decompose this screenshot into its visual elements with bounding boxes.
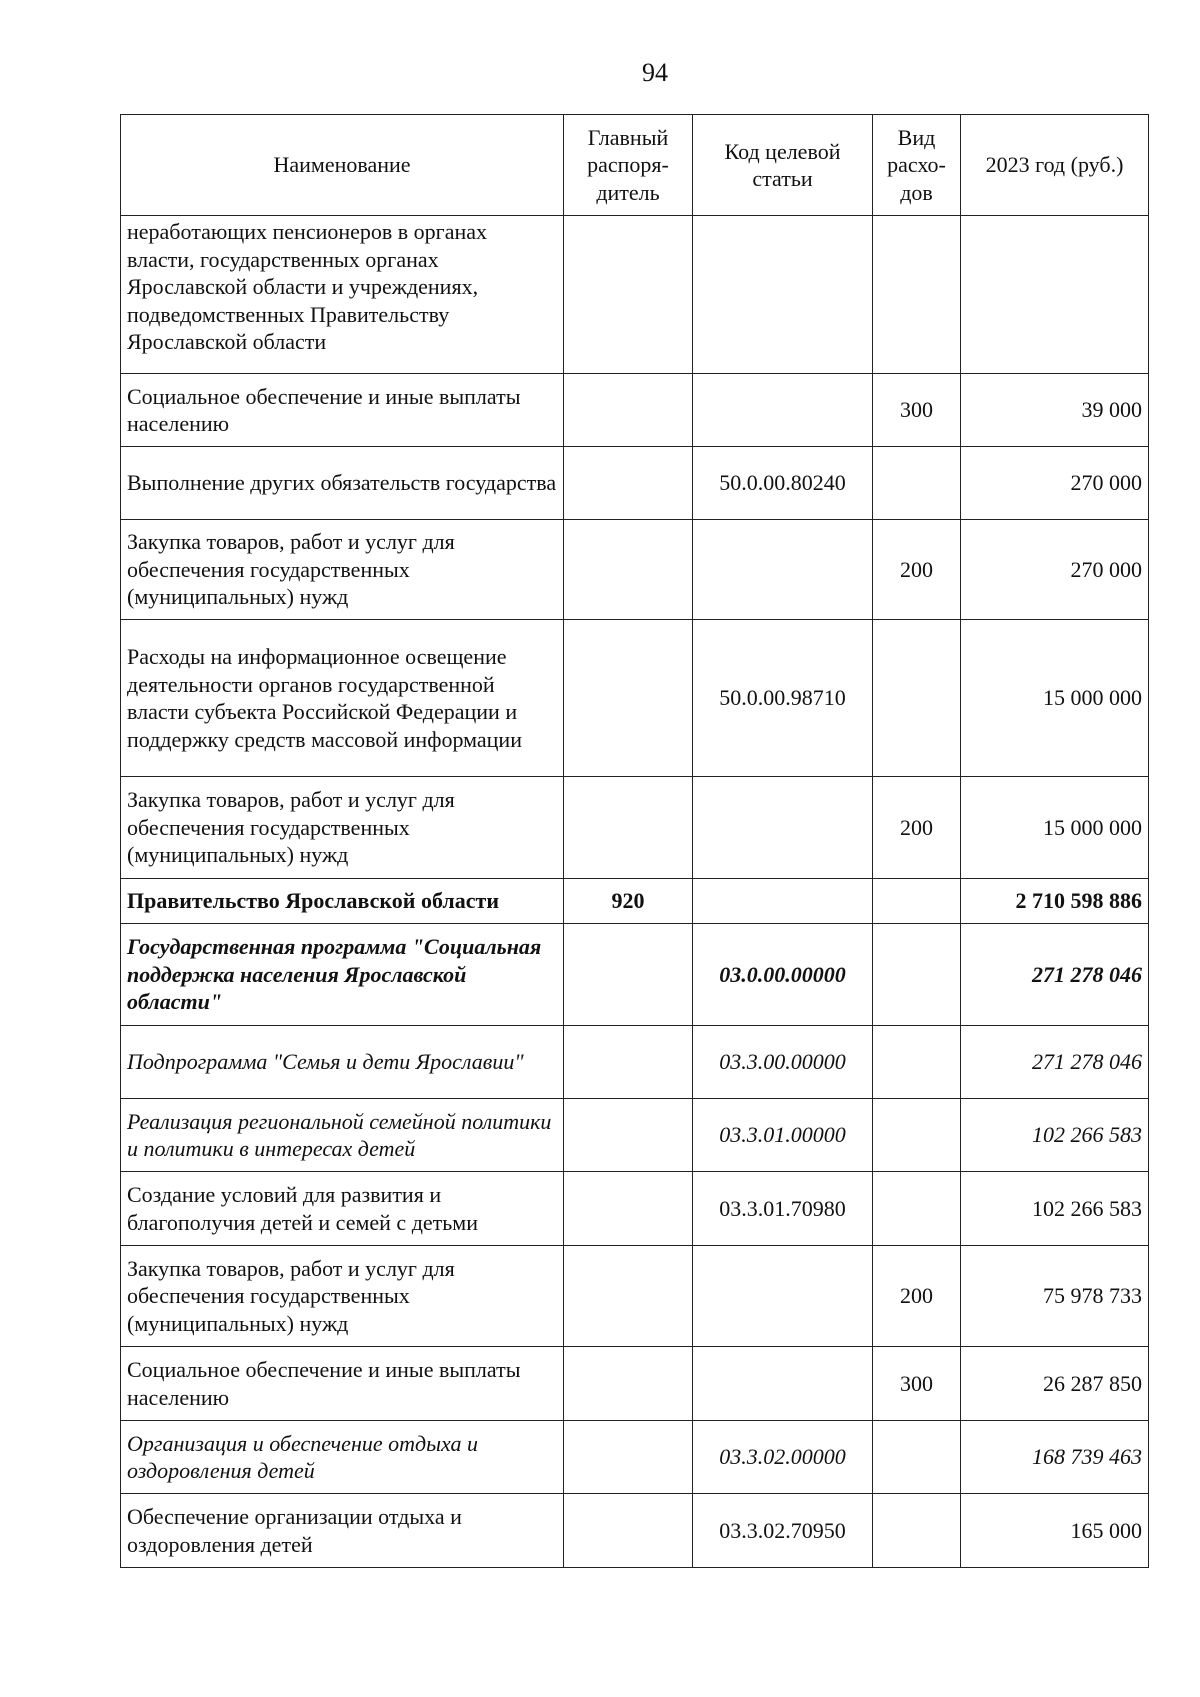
table-row xyxy=(121,520,1149,620)
row-admin xyxy=(564,520,693,620)
row-code: 50.0.00.98710 xyxy=(693,620,873,777)
table-row xyxy=(121,924,1149,1026)
row-amount: 75 978 733 xyxy=(961,1246,1149,1347)
row-type xyxy=(873,1099,961,1172)
table-row xyxy=(121,374,1149,447)
row-admin xyxy=(564,1494,693,1568)
header-type: Вид расхо-дов xyxy=(873,115,961,216)
row-type xyxy=(873,447,961,520)
row-type xyxy=(873,1172,961,1246)
row-code: 50.0.00.80240 xyxy=(693,447,873,520)
row-amount: 271 278 046 xyxy=(961,924,1149,1026)
row-code: 03.3.02.70950 xyxy=(693,1494,873,1568)
row-admin xyxy=(564,1172,693,1246)
row-type: 300 xyxy=(873,374,961,447)
row-admin xyxy=(564,447,693,520)
row-type xyxy=(873,1421,961,1494)
table-row xyxy=(121,879,1149,924)
row-admin: 920 xyxy=(564,879,693,924)
row-code xyxy=(693,1347,873,1421)
table-row xyxy=(121,216,1149,374)
row-name: Закупка товаров, работ и услуг для обеспечения государственных (муниципальных) нужд xyxy=(121,520,564,620)
row-type xyxy=(873,620,961,777)
row-type: 300 xyxy=(873,1347,961,1421)
row-name: Создание условий для развития и благополучия детей и семей с детьми xyxy=(121,1172,564,1246)
row-admin xyxy=(564,374,693,447)
row-type: 200 xyxy=(873,520,961,620)
row-admin xyxy=(564,777,693,879)
row-type: 200 xyxy=(873,1246,961,1347)
row-type xyxy=(873,216,961,374)
row-type xyxy=(873,879,961,924)
row-amount: 270 000 xyxy=(961,447,1149,520)
row-code: 03.3.02.00000 xyxy=(693,1421,873,1494)
row-amount: 26 287 850 xyxy=(961,1347,1149,1421)
row-amount: 165 000 xyxy=(961,1494,1149,1568)
row-code: 03.3.01.00000 xyxy=(693,1099,873,1172)
row-amount: 39 000 xyxy=(961,374,1149,447)
header-admin: Главный распоря-дитель xyxy=(564,115,693,216)
table-row xyxy=(121,1421,1149,1494)
table-row xyxy=(121,1172,1149,1246)
row-code: 03.3.01.70980 xyxy=(693,1172,873,1246)
row-type xyxy=(873,1026,961,1099)
row-amount: 271 278 046 xyxy=(961,1026,1149,1099)
row-amount: 270 000 xyxy=(961,520,1149,620)
row-name: Выполнение других обязательств государства xyxy=(121,447,564,520)
header-name: Наименование xyxy=(121,115,564,216)
table-row xyxy=(121,1099,1149,1172)
row-name: Закупка товаров, работ и услуг для обеспечения государственных (муниципальных) нужд xyxy=(121,777,564,879)
row-code xyxy=(693,879,873,924)
table-row xyxy=(121,1494,1149,1568)
table-row xyxy=(121,447,1149,520)
row-name: Расходы на информационное освещение деятельности органов государственной власти субъекта Российской Федерации и поддержку средств массовой информации xyxy=(121,620,564,777)
row-code xyxy=(693,777,873,879)
row-amount: 15 000 000 xyxy=(961,777,1149,879)
row-admin xyxy=(564,924,693,1026)
table-row xyxy=(121,1026,1149,1099)
page-number: 94 xyxy=(642,58,668,87)
header-amount: 2023 год (руб.) xyxy=(961,115,1149,216)
row-name: Реализация региональной семейной политики и политики в интересах детей xyxy=(121,1099,564,1172)
row-amount: 15 000 000 xyxy=(961,620,1149,777)
row-amount: 2 710 598 886 xyxy=(961,879,1149,924)
row-admin xyxy=(564,216,693,374)
row-admin xyxy=(564,620,693,777)
table-row xyxy=(121,1347,1149,1421)
row-name: Социальное обеспечение и иные выплаты населению xyxy=(121,374,564,447)
row-code xyxy=(693,374,873,447)
row-amount: 102 266 583 xyxy=(961,1172,1149,1246)
table-row xyxy=(121,620,1149,777)
row-name: Подпрограмма "Семья и дети Ярославии" xyxy=(121,1026,564,1099)
row-type xyxy=(873,1494,961,1568)
table-row xyxy=(121,1246,1149,1347)
row-amount xyxy=(961,216,1149,374)
row-amount: 168 739 463 xyxy=(961,1421,1149,1494)
row-name: неработающих пенсионеров в органах власти, государственных органах Ярославской области и учреждениях, подведомственных Правительству Ярославской области xyxy=(121,216,564,374)
row-code: 03.3.00.00000 xyxy=(693,1026,873,1099)
row-name: Закупка товаров, работ и услуг для обеспечения государственных (муниципальных) нужд xyxy=(121,1246,564,1347)
row-admin xyxy=(564,1421,693,1494)
row-code xyxy=(693,1246,873,1347)
row-name: Социальное обеспечение и иные выплаты населению xyxy=(121,1347,564,1421)
row-name: Обеспечение организации отдыха и оздоровления детей xyxy=(121,1494,564,1568)
row-admin xyxy=(564,1347,693,1421)
row-type: 200 xyxy=(873,777,961,879)
row-name: Организация и обеспечение отдыха и оздоровления детей xyxy=(121,1421,564,1494)
row-code: 03.0.00.00000 xyxy=(693,924,873,1026)
row-amount: 102 266 583 xyxy=(961,1099,1149,1172)
row-admin xyxy=(564,1026,693,1099)
row-code xyxy=(693,216,873,374)
row-type xyxy=(873,924,961,1026)
table-header-row xyxy=(121,115,1149,216)
budget-table xyxy=(120,114,1149,1568)
row-name: Правительство Ярославской области xyxy=(121,879,564,924)
header-code: Код целевой статьи xyxy=(693,115,873,216)
row-code xyxy=(693,520,873,620)
row-admin xyxy=(564,1099,693,1172)
row-admin xyxy=(564,1246,693,1347)
table-row xyxy=(121,777,1149,879)
row-name: Государственная программа "Социальная поддержка населения Ярославской области" xyxy=(121,924,564,1026)
